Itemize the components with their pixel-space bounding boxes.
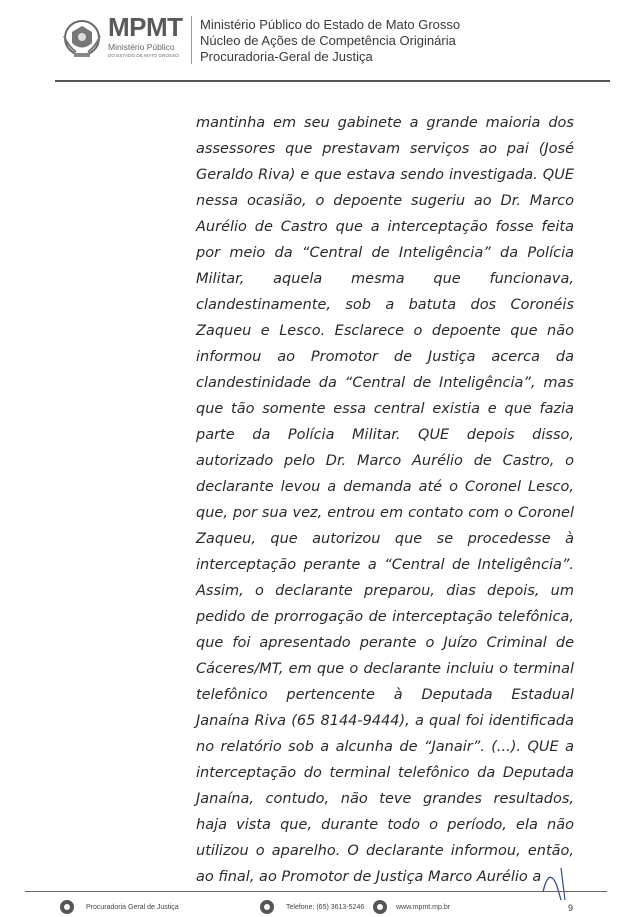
phone-icon bbox=[260, 900, 274, 914]
logo-subtitle-small: DO ESTADO DE MATO GROSSO bbox=[108, 53, 179, 58]
header-line-1: Ministério Público do Estado de Mato Grosso bbox=[200, 17, 461, 32]
footer-rule bbox=[25, 891, 607, 892]
body-paragraph: mantinha em seu gabinete a grande maioria dos assessores que prestavam serviços ao pai (José Geraldo Riva) e que estava sendo investigada. QUE nessa ocasião, o depoente sugeriu ao Dr. Marco Aurélio de Castro que a interceptação fosse feita por meio da “Central de Inteligência” da Polícia Militar, aquela mesma que funcionava, clandestinamente, sob a batuta dos Coronéis Zaqueu e Lesco. Esclarece o depoente que não informou ao Promotor de Justiça acerca da clandestinidade da “Central de Inteligência”, mas que tão somente essa central existia e que fazia parte da Polícia Militar. QUE depois disso, autorizado pelo Dr. Marco Aurélio de Castro, o declarante levou a demanda até o Coronel Lesco, que, por sua vez, entrou em contato com o Coronel Zaqueu, que autorizou que se procedesse à interceptação perante a “Central de Inteligência”. Assim, o declarante preparou, dias depois, um pedido de prorrogação de interceptação telefônica, que foi apresentado perante o Juízo Criminal de Cáceres/MT, em que o declarante incluiu o terminal telefônico pertencente à Deputada Estadual Janaína Riva (65 8144-9444), a qual foi identificada no relatório sob a alcunha de “Janair”. (...). QUE a interceptação do terminal telefônico da Deputada Janaína, contudo, não teve grandes resultados, haja vista que, durante todo o período, ela não utilizou o aparelho. O declarante informou, então, ao final, ao Promotor de Justiça Marco Aurélio a bbox=[196, 115, 574, 885]
page-number: 9 bbox=[568, 903, 574, 913]
logo-subtitle: Ministério Público bbox=[108, 42, 175, 52]
header-line-2: Núcleo de Ações de Competência Originária bbox=[200, 33, 456, 48]
logo-title: MPMT bbox=[108, 12, 183, 42]
header-rule bbox=[55, 80, 610, 82]
header-divider bbox=[191, 16, 192, 64]
location-icon bbox=[60, 900, 74, 914]
footer-phone-text: Telefone: (65) 3613-5246 bbox=[286, 903, 365, 911]
footer-site bbox=[373, 900, 450, 914]
page-header bbox=[0, 0, 632, 84]
header-line-3: Procuradoria-Geral de Justiça bbox=[200, 49, 373, 64]
document-body bbox=[196, 110, 574, 890]
signature-mark bbox=[535, 862, 585, 902]
coat-of-arms-icon bbox=[60, 16, 104, 60]
header-institution bbox=[200, 17, 460, 65]
footer-address bbox=[60, 900, 179, 914]
mpmt-logo bbox=[60, 12, 190, 62]
footer-address-text: Procuradoria Geral de Justiça bbox=[86, 903, 179, 911]
footer-phone bbox=[260, 900, 364, 914]
globe-icon bbox=[373, 900, 387, 914]
footer-site-text: www.mpmt.mp.br bbox=[396, 903, 451, 911]
page-footer bbox=[0, 900, 632, 917]
